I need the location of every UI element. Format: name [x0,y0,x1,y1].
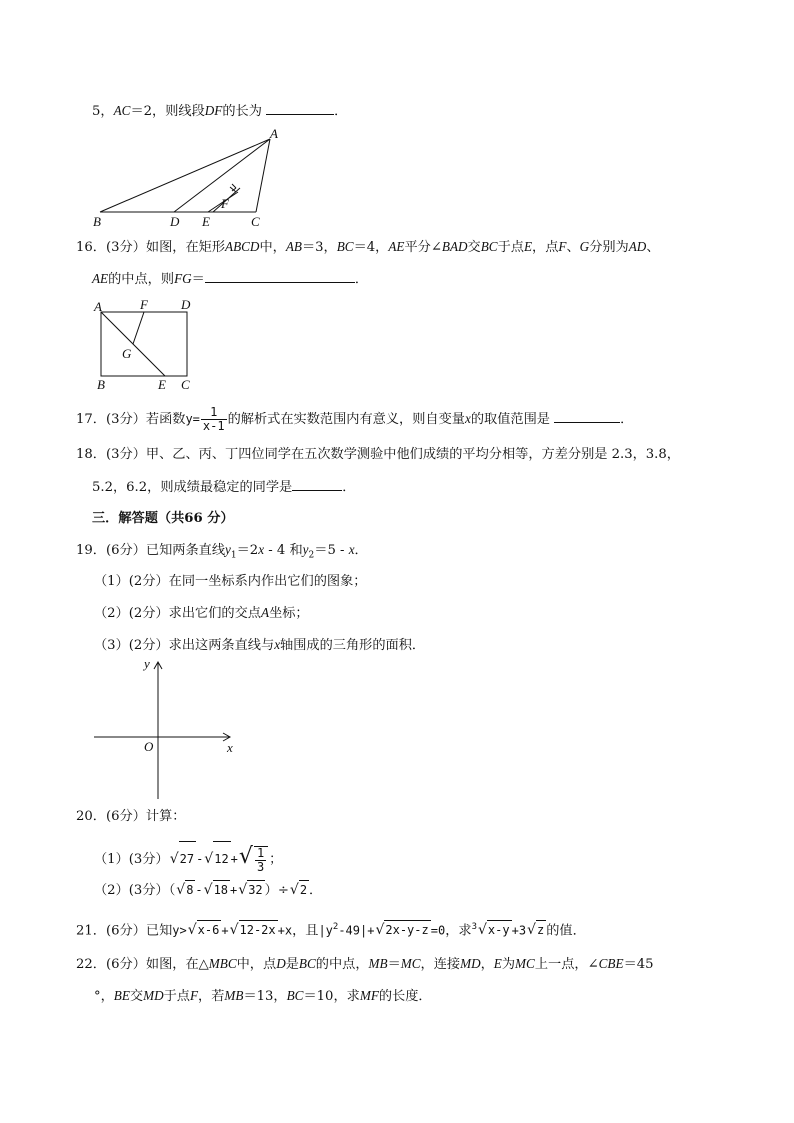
q22-c: 是 [285,957,299,972]
q15-tail: 的长为 [222,104,262,119]
q16-abcd: ABCD [225,239,260,254]
q22-line1 [76,955,654,974]
q19-part1: （1）(2分）在同一坐标系内作出它们的图象； [94,574,367,589]
q16-bc2: BC [480,239,498,254]
q22-mb: MB [368,956,388,971]
q22-f: F [189,988,199,1003]
q20-p1-label: （1）(3分） [94,852,169,867]
q16-t13: ＝ [191,272,205,287]
q15-pre: 5， [92,104,114,119]
q22-md: MD [460,956,481,971]
q18-line2 [92,478,355,497]
sqrt-icon: √ [238,844,253,869]
q15-eq: ＝2，则线段 [130,104,205,119]
q19-rest1: - 4 和 [264,543,303,558]
q22-l2-a: ， [100,989,114,1004]
q19-part2 [94,604,309,623]
q19-x1: x [258,542,265,557]
sqrt-icon: √ [204,851,214,867]
q16-t10: 分别为 [589,240,629,255]
q15-ac: AC [113,103,131,118]
q16-fg: FG [174,271,192,286]
q20-part2 [94,880,322,900]
q19-axis-y-label: y [144,656,150,671]
sqrt-icon: √ [169,851,179,867]
q16-t1: 16．(3分）如图，在矩形 [76,240,226,255]
q15-label-e: E [202,214,210,229]
q21-y: y [172,923,180,938]
q20-p2-label: （2）(3分）（ [94,883,176,898]
q20-p2-op1: - [195,883,203,897]
q15-end: ． [334,104,348,119]
q20-heading: 20．(6分）计算： [76,809,186,824]
q16-ad: AD [628,239,647,254]
q20-part1 [94,840,282,877]
q22-be: BE [113,988,130,1003]
sqrt-icon: √ [203,882,213,898]
q22-l2-f: ＝10，求 [303,989,360,1004]
q22-line2 [94,987,432,1006]
q16-label-b: B [97,377,105,392]
cube-root-icon: √ [477,922,487,939]
q15-label-c: C [251,214,260,229]
q16-bad: BAD [441,239,468,254]
q16-end: ． [354,272,369,287]
q15-df: DF [204,103,223,118]
q22-f-txt: ＝ [387,957,401,972]
sqrt-icon: √ [527,922,536,939]
q22-bc2: BC [286,988,304,1003]
q21-plus1: + [221,923,229,938]
q21-tail: 的值． [546,923,586,939]
q20-p2-r4: 2 [299,880,309,899]
q22-l2-c: 于点 [163,989,190,1004]
q21-sup: 2 [332,922,339,932]
q16-label-c: C [181,377,190,392]
q22-a: 22．(6分）如图，在△ [76,957,209,972]
q19-line [76,541,368,565]
q20-p2-op2: + [230,883,238,897]
q19-eq1: ＝2 [236,543,259,558]
q20-p2-r2: 18 [213,880,230,899]
q21-mid: ，且 [292,923,319,939]
q20-p1-op2: + [230,852,238,866]
q15-label-b: B [93,214,101,229]
q20-p1-op1: - [196,852,204,866]
q21-plus2: +x [277,923,293,938]
q16-ab: AB [285,239,302,254]
q22-e-txt: 的中点， [315,957,369,972]
q16-t5: 平分∠ [404,240,442,255]
q16-t2: 中， [259,240,286,255]
q19-sub1: 1 [230,550,237,561]
q19-p3-b: 轴围成的三角形的面积． [280,638,426,653]
q17-text [76,404,633,435]
q16-figure [90,296,200,392]
q21-abs: |y [318,923,333,938]
q20-p1-r2: 12 [213,841,230,876]
q22-md2: MD [143,988,164,1003]
q17-pre: 17．(3分）若函数 [76,412,186,427]
q16-label-a: A [94,299,102,314]
sqrt-icon: √ [229,922,239,939]
q16-ae: AE [388,239,405,254]
q19-y1: y [225,542,231,557]
q16-label-e: E [158,377,166,392]
q19-p2-a: （2）(2分）求出它们的交点 [94,606,261,621]
q20-p1-num: 1 [256,845,265,860]
q21-eq0: =0 [430,923,446,938]
q16-bc: BC [336,239,354,254]
q22-j-txt: 上一点，∠ [534,957,599,972]
q21-text [76,918,586,940]
q20-p2-mid: ）÷ [264,883,289,898]
q16-t7: 于点 [497,240,524,255]
q21-gt: > [179,923,187,938]
q16-label-g: G [122,346,132,361]
q22-l2-b: 交 [129,989,144,1004]
q19-origin-label: O [144,739,154,754]
q20-p2-end: ． [309,883,323,898]
q19-x2: x [348,542,355,557]
q22-mf: MF [359,988,379,1003]
q18-answer-blank[interactable] [292,478,342,491]
q19-p3-x: x [274,637,281,652]
q20-p1-den: 3 [256,859,265,874]
q19-p2-A: A [261,605,270,620]
q16-answer-blank[interactable] [205,270,355,283]
q16-label-d: D [181,297,191,312]
sqrt-icon: √ [176,882,186,898]
q22-g-txt: ，连接 [420,957,461,972]
q21-r2: 12-2x [239,920,278,939]
q17-mid: 的解析式在实数范围内有意义，则自变量 [227,412,465,427]
q22-mbc: MBC [208,956,237,971]
q15-text [92,102,347,121]
q19-part3 [94,636,425,655]
q16-t6: 交 [467,240,481,255]
q22-k-txt: ＝45 [623,957,654,972]
q21-r4: x-y [487,920,512,939]
q16-t12: 的中点，则 [108,272,175,287]
q17-y: y= [185,412,200,426]
sqrt-icon: √ [187,922,197,939]
q17-fraction [201,406,227,433]
q21-r3: 2x-y-z [384,920,430,939]
q20-p1-end: ； [269,852,283,867]
q19-eq2: ＝5 - [314,543,349,558]
q16-line1 [76,238,660,257]
sqrt-icon: √ [375,922,385,939]
q16-e: E [523,239,533,254]
q17-x: x [464,411,471,426]
sqrt-icon: √ [289,882,299,898]
q22-l2-e: ＝13， [243,989,287,1004]
q21-plus3: +3 [511,923,527,938]
q18-line1: 18．(3分）甲、乙、丙、丁四位同学在五次数学测验中他们成绩的平均分相等，方差分别是 2.3，3.8， [76,447,680,462]
q19-axis-x-label: x [227,740,233,755]
q18-end: ． [342,480,356,495]
q19-pre: 19．(6分）已知两条直线 [76,543,226,558]
q19-sub2: 2 [308,550,315,561]
q15-label-a: A [270,126,278,141]
q17-tail: 的取值范围是 [470,412,550,427]
q19-y2: y [302,542,309,557]
q21-pre: 21．(6分）已知 [76,923,173,939]
q22-mb2: MB [224,988,244,1003]
q16-t8: ，点 [532,240,559,255]
q16-label-f: F [140,297,148,312]
q16-g: G [579,239,590,254]
q16-t11: 、 [646,240,660,255]
q22-cbe: CBE [598,956,624,971]
q15-label-d: D [170,214,180,229]
section-3-heading: 三．解答题（共66 分） [92,511,234,526]
q22-bc: BC [298,956,316,971]
q21-ask: ，求 [445,923,472,939]
q22-b: 中，点 [236,957,277,972]
q16-t4: ＝4， [353,240,389,255]
q22-e: E [493,956,502,971]
q19-coordinate-axes [90,654,250,802]
q19-end: ． [354,543,368,558]
q15-label-f: F [221,196,229,211]
q17-den: x-1 [202,419,225,433]
q16-t9: 、 [566,240,580,255]
q22-mc: MC [400,956,421,971]
q20-p1-fraction [254,846,268,874]
q16-ae2: AE [92,271,109,286]
q22-l2-d: ，若 [198,989,225,1004]
q21-r1: x-6 [197,920,222,939]
q22-mc2: MC [515,956,535,971]
q19-p2-b: 坐标； [269,606,309,621]
sqrt-icon: √ [238,882,248,898]
q16-line2 [92,270,368,289]
q15-figure [88,126,288,230]
q17-answer-blank[interactable] [554,410,620,423]
q22-i-txt: 为 [501,957,516,972]
q15-answer-blank[interactable] [266,102,334,115]
q22-d: D [276,956,286,971]
q22-l2-g: 的长度． [378,989,432,1004]
q17-end: ． [620,412,634,427]
q16-t3: ＝3， [301,240,337,255]
q21-abs2: -49|+ [338,923,375,938]
q22-deg: ° [94,989,101,1004]
q18-line2-text: 5.2，6.2，则成绩最稳定的同学是 [92,480,293,495]
q20-p2-r1: 8 [185,880,195,899]
q19-p3-a: （3）(2分）求出这两条直线与 [94,638,275,653]
q21-r5: z [536,920,546,939]
q22-h-txt: ， [480,957,494,972]
q20-p2-r3: 32 [247,880,264,899]
q17-num: 1 [201,406,227,420]
q16-f: F [558,239,567,254]
q20-p1-r1: 27 [179,841,196,876]
q21-cube-index: 3 [471,922,477,932]
